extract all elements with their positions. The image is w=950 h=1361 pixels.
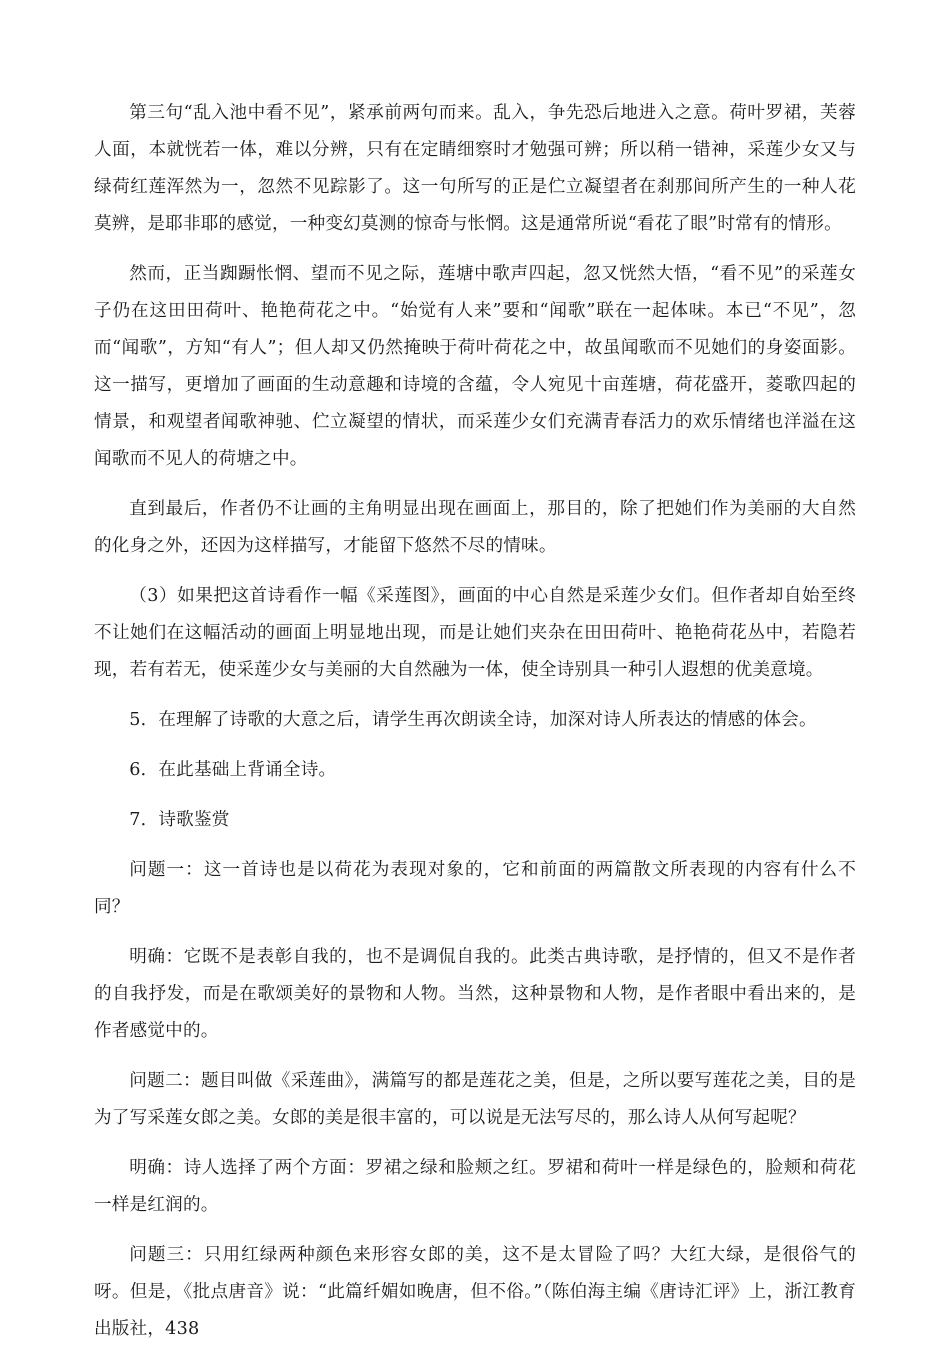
answer-1: 明确：它既不是表彰自我的，也不是调侃自我的。此类古典诗歌，是抒情的，但又不是作者的自我抒发，而是在歌颂美好的景物和人物。当然，这种景物和人物，是作者眼中看出来的，是作者感觉中的。 [94,947,856,1041]
paragraph-hearing-songs: 然而，正当踟蹰怅惘、望而不见之际，莲塘中歌声四起，忽又恍然大悟，“看不见”的采莲女子仍在这田田荷叶、艳艳荷花之中。“始觉有人来”要和“闻歌”联在一起体味。本已“不见”，忽而“闻歌”，方知“有人”；但人却又仍然掩映于荷叶荷花之中，故虽闻歌而不见她们的身姿面影。这一描写，更增加了画面的生动意趣和诗境的含蕴，令人宛见十亩莲塘，荷花盛开，菱歌四起的情景，和观望者闻歌神驰、伫立凝望的情状，而采莲少女们充满青春活力的欢乐情绪也洋溢在这闻歌而不见人的荷塘之中。 [94,264,856,469]
step-7-appreciation-heading: 7．诗歌鉴赏 [129,810,230,830]
document-body [94,95,856,1361]
question-3: 问题三：只用红绿两种颜色来形容女郎的美，这不是太冒险了吗？大红大绿，是很俗气的呀。但是，《批点唐音》说：“此篇纤媚如晚唐，但不俗。”（陈伯海主编《唐诗汇评》上，浙江教育出版社，438 [94,1245,856,1339]
paragraph-ending-analysis: 直到最后，作者仍不让画的主角明显出现在画面上，那目的，除了把她们作为美丽的大自然的化身之外，还因为这样描写，才能留下悠然不尽的情味。 [94,499,856,556]
paragraph-third-line-analysis: 第三句“乱入池中看不见”，紧承前两句而来。乱入，争先恐后地进入之意。荷叶罗裙，芙蓉人面，本就恍若一体，难以分辨，只有在定睛细察时才勉强可辨；所以稍一错神，采莲少女又与绿荷红莲浑然为一，忽然不见踪影了。这一句所写的正是伫立凝望者在刹那间所产生的一种人花莫辨，是耶非耶的感觉，一种变幻莫测的惊奇与怅惘。这是通常所说“看花了眼”时常有的情形。 [94,103,856,234]
question-1: 问题一：这一首诗也是以荷花为表现对象的，它和前面的两篇散文所表现的内容有什么不同？ [94,860,856,917]
step-6-recite: 6．在此基础上背诵全诗。 [129,760,337,780]
question-2: 问题二：题目叫做《采莲曲》，满篇写的都是莲花之美，但是，之所以要写莲花之美，目的是为了写采莲女郎之美。女郎的美是很丰富的，可以说是无法写尽的，那么诗人从何写起呢？ [94,1071,856,1128]
step-5-reread: 5．在理解了诗歌的大意之后，请学生再次朗读全诗，加深对诗人所表达的情感的体会。 [129,710,817,730]
answer-2: 明确：诗人选择了两个方面：罗裙之绿和脸颊之红。罗裙和荷叶一样是绿色的，脸颊和荷花一样是红润的。 [94,1158,856,1215]
paragraph-painting-analogy: （3）如果把这首诗看作一幅《采莲图》，画面的中心自然是采莲少女们。但作者却自始至终不让她们在这幅活动的画面上明显地出现，而是让她们夹杂在田田荷叶、艳艳荷花丛中，若隐若现，若有若无，使采莲少女与美丽的大自然融为一体，使全诗别具一种引人遐想的优美意境。 [94,586,856,680]
